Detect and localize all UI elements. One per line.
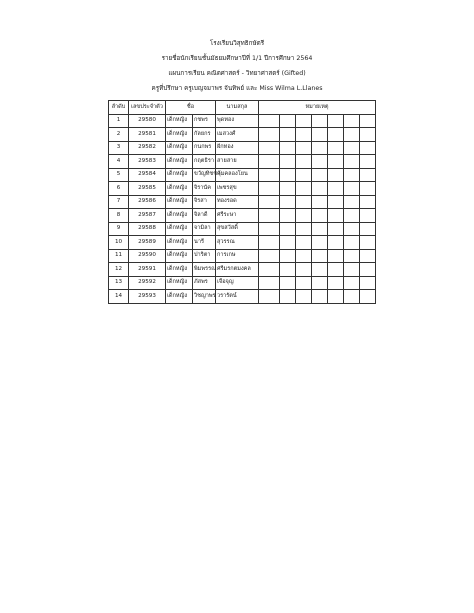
remark-cell <box>259 195 280 209</box>
first-name: กนกพร <box>193 141 216 155</box>
remark-cell <box>328 236 344 250</box>
remark-cell <box>259 290 280 304</box>
remark-cell <box>360 128 376 142</box>
remark-cell <box>259 114 280 128</box>
student-id: 29580 <box>129 114 166 128</box>
remark-cell <box>344 209 360 223</box>
remark-cell <box>344 168 360 182</box>
remark-cell <box>344 195 360 209</box>
table-row <box>109 114 376 128</box>
remark-cell <box>259 168 280 182</box>
remark-cell <box>312 263 328 277</box>
student-id: 29583 <box>129 155 166 169</box>
remark-cell <box>259 182 280 196</box>
student-id: 29590 <box>129 249 166 263</box>
student-id: 29581 <box>129 128 166 142</box>
remark-cell <box>259 128 280 142</box>
remark-cell <box>280 236 296 250</box>
remark-cell <box>312 128 328 142</box>
remark-cell <box>280 290 296 304</box>
first-name: นารี <box>193 236 216 250</box>
remark-cell <box>312 182 328 196</box>
table-row <box>109 222 376 236</box>
remark-cell <box>360 290 376 304</box>
remark-cell <box>312 114 328 128</box>
first-name: ภัสพร <box>193 276 216 290</box>
last-name: ศรีมรกตมงคล <box>216 263 259 277</box>
class-list-title: รายชื่อนักเรียนชั้นมัธยมศึกษาปีที่ 1/1 ปีการศึกษา 2564 <box>161 55 313 62</box>
first-name: พิมพรรณ <box>193 263 216 277</box>
remark-cell <box>312 209 328 223</box>
remark-cell <box>344 141 360 155</box>
remark-cell <box>296 276 312 290</box>
remark-cell <box>296 195 312 209</box>
remark-cell <box>259 263 280 277</box>
remark-cell <box>328 182 344 196</box>
remark-cell <box>280 155 296 169</box>
remark-cell <box>280 114 296 128</box>
last-name: ทองรอด <box>216 195 259 209</box>
remark-cell <box>312 168 328 182</box>
remark-cell <box>296 249 312 263</box>
table-row <box>109 263 376 277</box>
remark-cell <box>280 182 296 196</box>
remark-cell <box>360 263 376 277</box>
remark-cell <box>259 236 280 250</box>
student-id: 29582 <box>129 141 166 155</box>
remark-cell <box>328 249 344 263</box>
first-name: จิลาดี <box>193 209 216 223</box>
remark-cell <box>344 290 360 304</box>
remark-cell <box>280 141 296 155</box>
remark-cell <box>344 182 360 196</box>
name-prefix: เด็กหญิง <box>166 168 193 182</box>
row-number: 12 <box>109 263 129 277</box>
name-prefix: เด็กหญิง <box>166 290 193 304</box>
first-name: จิรานัค <box>193 182 216 196</box>
name-prefix: เด็กหญิง <box>166 141 193 155</box>
remark-cell <box>344 263 360 277</box>
student-id: 29584 <box>129 168 166 182</box>
name-prefix: เด็กหญิง <box>166 209 193 223</box>
row-number: 4 <box>109 155 129 169</box>
remark-cell <box>360 141 376 155</box>
last-name: สายสาย <box>216 155 259 169</box>
remark-cell <box>328 209 344 223</box>
student-id: 29592 <box>129 276 166 290</box>
remark-cell <box>328 263 344 277</box>
last-name: การเกษ <box>216 249 259 263</box>
remark-cell <box>280 276 296 290</box>
remark-cell <box>280 222 296 236</box>
name-prefix: เด็กหญิง <box>166 263 193 277</box>
first-name: กชพร <box>193 114 216 128</box>
name-prefix: เด็กหญิง <box>166 155 193 169</box>
remark-cell <box>312 276 328 290</box>
remark-cell <box>312 290 328 304</box>
remark-cell <box>312 155 328 169</box>
remark-cell <box>296 114 312 128</box>
remark-cell <box>259 276 280 290</box>
program-line: แผนการเรียน คณิตศาสตร์ - วิทยาศาสตร์ (Gifted) <box>168 70 306 77</box>
table-row <box>109 182 376 196</box>
remark-cell <box>328 222 344 236</box>
remark-cell <box>360 236 376 250</box>
last-name: พุดทอง <box>216 114 259 128</box>
remark-cell <box>296 222 312 236</box>
remark-cell <box>344 249 360 263</box>
row-number: 13 <box>109 276 129 290</box>
remark-cell <box>360 195 376 209</box>
last-name: วรารัตน์ <box>216 290 259 304</box>
name-prefix: เด็กหญิง <box>166 128 193 142</box>
last-name: ศรีระษา <box>216 209 259 223</box>
row-number: 5 <box>109 168 129 182</box>
student-id: 29587 <box>129 209 166 223</box>
remark-cell <box>360 222 376 236</box>
row-number: 9 <box>109 222 129 236</box>
student-id: 29589 <box>129 236 166 250</box>
remark-cell <box>259 222 280 236</box>
table-row <box>109 195 376 209</box>
remark-cell <box>296 141 312 155</box>
row-number: 11 <box>109 249 129 263</box>
remark-cell <box>328 155 344 169</box>
last-name: เพชรสุข <box>216 182 259 196</box>
remark-cell <box>360 155 376 169</box>
table-row <box>109 141 376 155</box>
remark-cell <box>328 168 344 182</box>
table-row <box>109 209 376 223</box>
row-number: 6 <box>109 182 129 196</box>
table-row <box>109 236 376 250</box>
remark-cell <box>280 128 296 142</box>
first-name: วิชญาพร <box>193 290 216 304</box>
table-row <box>109 290 376 304</box>
remark-cell <box>328 276 344 290</box>
table-row <box>109 276 376 290</box>
remark-cell <box>259 141 280 155</box>
remark-cell <box>280 209 296 223</box>
table-row <box>109 168 376 182</box>
remark-cell <box>280 263 296 277</box>
column-header-number: ลำดับ <box>109 101 129 115</box>
remark-cell <box>296 168 312 182</box>
last-name: สุขสวัสดิ์ <box>216 222 259 236</box>
remark-cell <box>280 249 296 263</box>
name-prefix: เด็กหญิง <box>166 236 193 250</box>
remark-cell <box>344 276 360 290</box>
remark-cell <box>280 168 296 182</box>
remark-cell <box>312 236 328 250</box>
school-name: โรงเรียนวิสุทธิกษัตรี <box>209 40 265 47</box>
row-number: 14 <box>109 290 129 304</box>
name-prefix: เด็กหญิง <box>166 182 193 196</box>
remark-cell <box>312 195 328 209</box>
remark-cell <box>259 155 280 169</box>
row-number: 3 <box>109 141 129 155</box>
first-name: ปาริตา <box>193 249 216 263</box>
remark-cell <box>296 236 312 250</box>
row-number: 8 <box>109 209 129 223</box>
column-header-last-name: นามสกุล <box>216 101 259 115</box>
first-name: จามิลา <box>193 222 216 236</box>
last-name: เจือจุญ <box>216 276 259 290</box>
remark-cell <box>328 141 344 155</box>
table-header-row <box>109 101 376 115</box>
name-prefix: เด็กหญิง <box>166 276 193 290</box>
name-prefix: เด็กหญิง <box>166 195 193 209</box>
remark-cell <box>360 209 376 223</box>
first-name: กัลยกร <box>193 128 216 142</box>
row-number: 10 <box>109 236 129 250</box>
row-number: 1 <box>109 114 129 128</box>
remark-cell <box>344 128 360 142</box>
table-row <box>109 128 376 142</box>
remark-cell <box>344 236 360 250</box>
remark-cell <box>259 209 280 223</box>
last-name: คุ้มคลองโยน <box>216 168 259 182</box>
remark-cell <box>280 195 296 209</box>
table-row <box>109 155 376 169</box>
remark-cell <box>360 276 376 290</box>
remark-cell <box>328 290 344 304</box>
remark-cell <box>328 128 344 142</box>
remark-cell <box>328 114 344 128</box>
table-row <box>109 249 376 263</box>
remark-cell <box>296 290 312 304</box>
first-name: จิรสา <box>193 195 216 209</box>
last-name: เมสวงศ์ <box>216 128 259 142</box>
student-id: 29586 <box>129 195 166 209</box>
student-id: 29588 <box>129 222 166 236</box>
first-name: กฤตธิรา <box>193 155 216 169</box>
first-name: ขวัญทิชชา <box>193 168 216 182</box>
last-name: สุวรรณ <box>216 236 259 250</box>
remark-cell <box>296 182 312 196</box>
remark-cell <box>360 182 376 196</box>
student-id: 29585 <box>129 182 166 196</box>
remark-cell <box>296 263 312 277</box>
remark-cell <box>312 249 328 263</box>
remark-cell <box>296 128 312 142</box>
student-roster-table <box>108 100 376 304</box>
remark-cell <box>360 168 376 182</box>
student-id: 29591 <box>129 263 166 277</box>
name-prefix: เด็กหญิง <box>166 114 193 128</box>
remark-cell <box>296 155 312 169</box>
name-prefix: เด็กหญิง <box>166 222 193 236</box>
column-header-student-id: เลขประจำตัว <box>129 101 166 115</box>
remark-cell <box>360 249 376 263</box>
remark-cell <box>312 141 328 155</box>
advisors-line: ครูที่ปรึกษา ครูเบญจมาพร จันทิพย์ และ Miss Wilma L.Llanes <box>151 85 323 92</box>
column-header-remarks: หมายเหตุ <box>259 101 376 115</box>
remark-cell <box>296 209 312 223</box>
remark-cell <box>344 155 360 169</box>
remark-cell <box>360 114 376 128</box>
row-number: 7 <box>109 195 129 209</box>
last-name: ฝักทอง <box>216 141 259 155</box>
remark-cell <box>344 222 360 236</box>
name-prefix: เด็กหญิง <box>166 249 193 263</box>
remark-cell <box>344 114 360 128</box>
row-number: 2 <box>109 128 129 142</box>
student-id: 29593 <box>129 290 166 304</box>
remark-cell <box>328 195 344 209</box>
remark-cell <box>259 249 280 263</box>
column-header-first-name: ชื่อ <box>166 101 216 115</box>
remark-cell <box>312 222 328 236</box>
